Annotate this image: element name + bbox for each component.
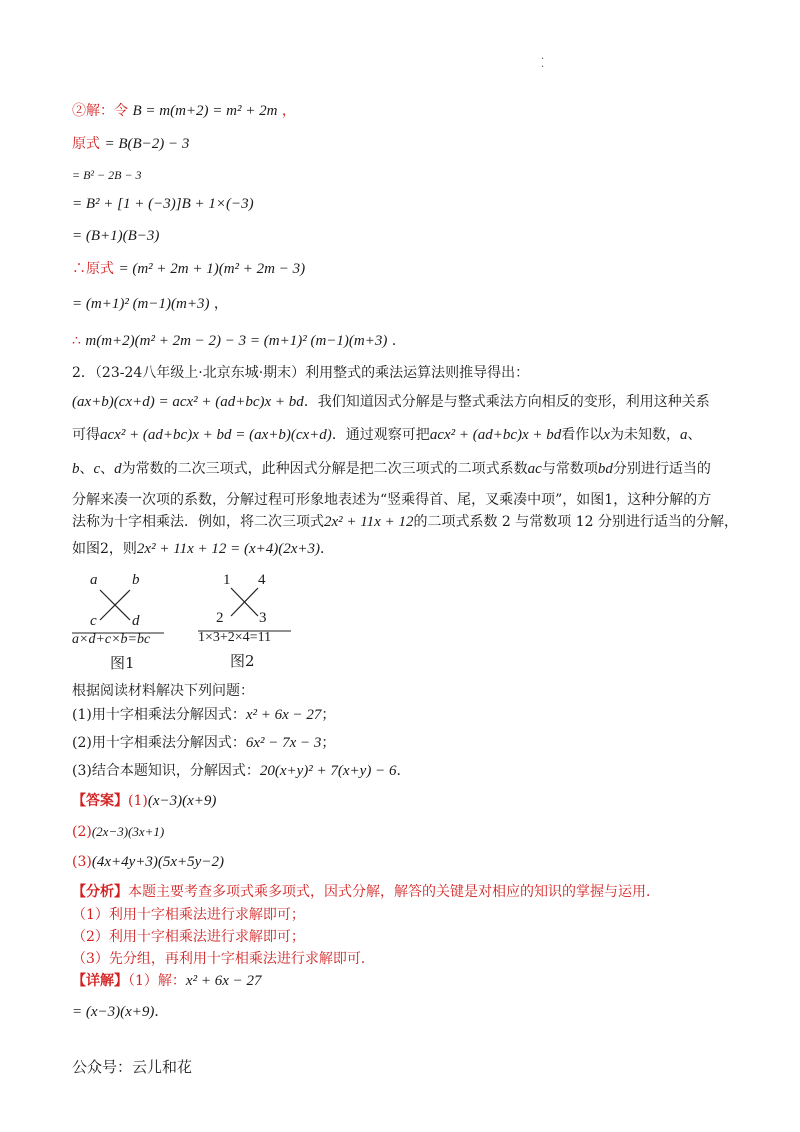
punct: ； [321,735,336,751]
math: (ax+b)(cx+d) = acx² + (ad+bc)x + bd [72,394,304,410]
analysis-item-2: （2）利用十字相乘法进行求解即可； [72,929,305,945]
figure-1-caption: 图1 [110,654,135,672]
text: 本题主要考查多项式乘多项式，因式分解，解答的关键是对相应的知识的掌握与运用． [128,884,660,900]
punct: ； [321,707,336,723]
math: acx² + (ad+bc)x + bd [429,427,562,443]
text: 看作以 [561,427,604,443]
analysis-item-3: （3）先分组，再利用十字相乘法进行求解即可． [72,951,375,967]
math: acx² + (ad+bc)x + bd = (ax+b)(cx+d) [100,427,332,443]
solution-line-1 [72,101,296,121]
footer-account: 公众号：云儿和花 [72,1058,193,1076]
text: 为未知数， [609,427,680,443]
answer-2 [72,822,164,842]
text: (3)结合本题知识，分解因式： [72,763,260,779]
math: 6x² − 7x − 3 [245,735,322,751]
analysis-tag: 【分析】 [72,884,128,900]
math: b [72,461,80,477]
math: = (m+1)² (m−1)(m+3) [72,296,210,312]
detail-tag: 【详解】 [72,973,128,989]
math: x [603,427,610,443]
question-3 [72,761,410,781]
text: (1)用十字相乘法分解因式： [72,707,246,723]
figure-1-formula: a×d+c×b=bc [72,632,151,647]
solution-line-8 [72,331,406,351]
solution-line-4 [72,194,254,214]
solution-line-3 [72,165,142,185]
math: m(m+2)(m² + 2m − 2) − 3 = (m+1)² (m−1)(m+3) [85,333,388,349]
math: bd [597,461,613,477]
text: 、 [687,427,702,443]
punct: ， [281,103,296,119]
solution-line-2 [72,134,189,154]
punct: ， [213,296,228,312]
label-a: a [90,572,98,588]
math: x² + 6x − 27 [245,707,322,723]
figure-2-caption: 图2 [230,652,255,670]
math: a [679,427,688,443]
text: 的二项式系数 2 与常数项 12 分别进行适当的分解， [413,514,738,530]
detail-line-1 [72,971,261,991]
punct: ． [154,1004,169,1020]
label-1: 1 [223,572,231,588]
math: (x−3)(x+9) [147,793,217,809]
label-2: 2 [216,610,224,626]
analysis-item-1: （1）利用十字相乘法进行求解即可； [72,907,305,923]
solution-label: ②解：令 [72,103,128,119]
text: ．通过观察可把 [331,427,430,443]
label-c: c [90,613,97,629]
questions-intro: 根据阅读材料解决下列问题： [72,683,254,699]
label-d: d [132,613,140,629]
text: (2)用十字相乘法分解因式： [72,735,246,751]
text: ． [320,541,335,557]
label-4: 4 [258,572,266,588]
math: (4x+4y+3)(5x+5y−2) [91,854,224,870]
answer-tag: 【答案】 [72,793,128,809]
therefore-symbol: ∴ [72,333,81,349]
text: 可得 [72,427,100,443]
q2-paragraph-line-1 [72,392,710,412]
punct: ． [396,763,411,779]
math: 20(x+y)² + 7(x+y) − 6 [259,763,397,779]
math: c [93,461,101,477]
math: 2x² + 11x + 12 = (x+4)(2x+3) [136,541,321,557]
question-1 [72,705,335,725]
math: = (x−3)(x+9) [72,1004,155,1020]
math: = B(B−2) − 3 [104,136,190,152]
text: 、 [100,461,115,477]
figure-1-cross-diagram [72,572,172,672]
text: （1）解： [128,973,186,989]
figure-2-formula: 1×3+2×4=11 [198,630,272,645]
text: 如图2，则 [72,541,137,557]
text: 与常数项 [541,461,598,477]
math: = (m² + 2m + 1)(m² + 2m − 3) [118,261,306,277]
math: (2x−3)(3x+1) [91,824,165,839]
math: d [114,461,122,477]
math: ac [527,461,542,477]
substitution-equation: B = m(m+2) = m² + 2m [132,103,278,119]
analysis-line [72,882,660,902]
math: = B² + [1 + (−3)]B + 1×(−3) [72,196,254,212]
text: 、 [79,461,94,477]
math: = B² − 2B − 3 [72,168,142,182]
solution-line-6 [72,259,305,279]
label-b: b [132,572,140,588]
corner-dots: · · [541,54,545,73]
therefore-label: ∴原式 [72,261,114,277]
figure-2-cross-diagram [198,572,298,672]
solution-line-7 [72,294,228,314]
answer-1 [72,791,216,811]
text: 分别进行适当的 [612,461,711,477]
num: (1) [128,793,148,809]
text: 为常数的二次三项式，此种因式分解是把二次三项式的二项式系数 [121,461,528,477]
num: (2) [72,824,92,840]
num: (3) [72,854,92,870]
question-2-header: 2．（23-24八年级上·北京东城·期末）利用整式的乘法运算法则推导得出： [72,365,530,381]
text: 法称为十字相乘法．例如，将二次三项式 [72,514,324,530]
answer-3 [72,852,224,872]
solution-line-5 [72,226,159,246]
original-expression-label: 原式 [72,136,100,152]
label-3: 3 [259,610,267,626]
q2-paragraph-line-3 [72,459,711,479]
question-2 [72,733,335,753]
detail-line-2 [72,1002,168,1022]
q2-paragraph-line-4: 分解来凑一次项的系数，分解过程可形象地表述为“竖乘得首、尾，叉乘凑中项”，如图1，这种分解的方 [72,492,712,508]
punct: ． [391,333,406,349]
q2-paragraph-line-6 [72,539,334,559]
q2-paragraph-line-5 [72,512,738,532]
math: x² + 6x − 27 [185,973,262,989]
math: = (B+1)(B−3) [72,228,160,244]
q2-paragraph-line-2 [72,425,701,445]
text: ．我们知道因式分解是与整式乘法方向相反的变形，利用这种关系 [303,394,710,410]
math: 2x² + 11x + 12 [324,514,414,530]
